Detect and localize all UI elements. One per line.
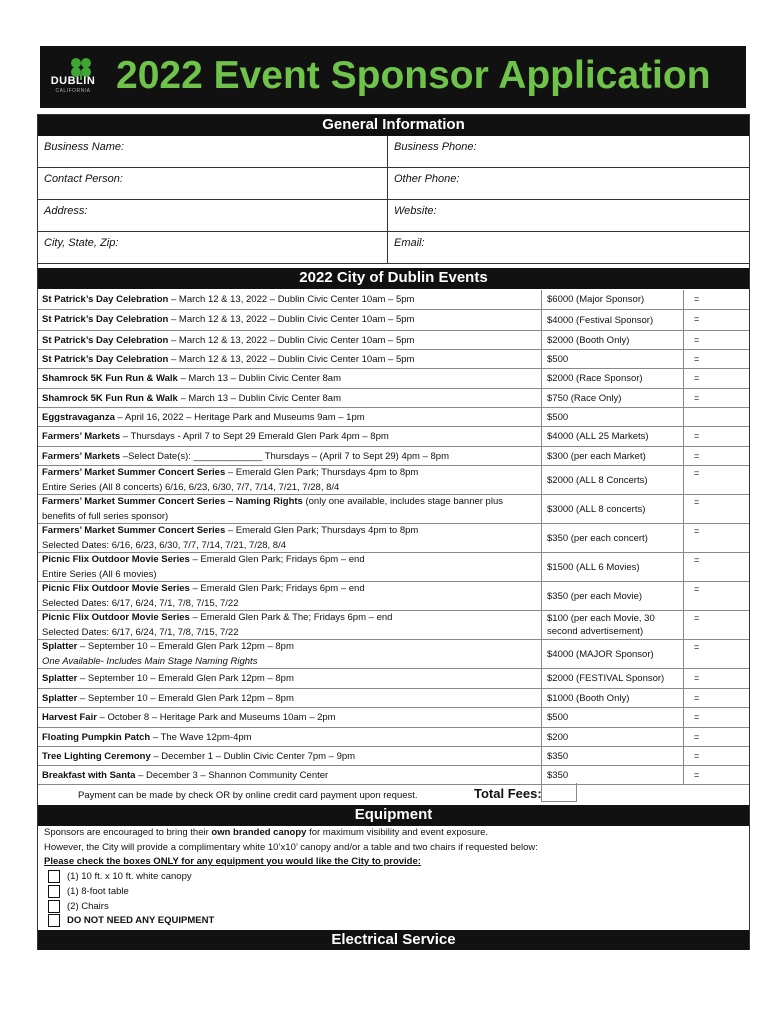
info-row-contact [38,168,749,200]
total-fees-label: Total Fees: [474,786,542,801]
event-row [38,331,749,350]
event-line [42,450,542,465]
event-name: Shamrock 5K Fun Run & Walk [42,373,178,384]
event-price: $6000 (Major Sponsor) [541,290,684,309]
event-name: St Patrick’s Day Celebration [42,294,169,305]
event-amount-field[interactable]: = [694,712,700,722]
no-equipment-checkbox[interactable] [48,914,60,927]
event-amount-field[interactable]: = [694,555,700,565]
event-line [42,411,542,426]
event-details: – The Wave 12pm-4pm [150,732,252,743]
event-details: – October 8 – Heritage Park and Museums 10am – 2pm [96,712,336,723]
event-line [42,372,542,387]
payment-note: Payment can be made by check OR by online credit card payment upon request. [78,790,418,801]
event-amount-field[interactable]: = [694,642,700,652]
info-row-business [38,136,749,168]
event-row [38,728,749,747]
event-line [42,539,542,554]
event-details: Selected Dates: 6/17, 6/24, 7/1, 7/8, 7/15, 7/22 [42,626,239,638]
event-details: Selected Dates: 6/17, 6/24, 7/1, 7/8, 7/15, 7/22 [42,597,239,609]
event-line [42,731,542,746]
event-name: Tree Lighting Ceremony [42,751,151,762]
event-row [38,389,749,408]
event-price: $4000 (Festival Sponsor) [541,310,684,330]
event-description [42,692,542,707]
event-description [42,334,542,349]
event-details: – March 12 & 13, 2022 – Dublin Civic Center 10am – 5pm [168,314,415,325]
event-name: Farmers’ Market Summer Concert Series – Naming Rights [42,496,303,507]
general-info-heading: General Information [38,115,749,136]
event-line [42,692,542,707]
event-price: $350 [541,747,684,765]
event-price: $350 (per each Movie) [541,582,684,610]
event-details: – December 3 – Shannon Community Center [135,770,329,781]
event-details: – September 10 – Emerald Glen Park 12pm – 8pm [77,641,294,652]
event-details: – March 13 – Dublin Civic Center 8am [177,393,341,404]
event-price: $2000 (ALL 8 Concerts) [541,466,684,494]
event-price: $500 [541,350,684,368]
event-details: – March 13 – Dublin Civic Center 8am [177,373,341,384]
equipment-line-1-post: for maximum visibility and event exposure. [306,827,489,838]
event-price: $750 (Race Only) [541,389,684,407]
event-price: $3000 (ALL 8 concerts) [541,495,684,523]
event-price: $350 (per each concert) [541,524,684,552]
event-name: St Patrick’s Day Celebration [42,314,169,325]
event-details: –Select Date(s): _____________ Thursdays – (April 7 to Sept 29) 4pm – 8pm [120,451,449,462]
page-title: 2022 Event Sponsor Application [116,54,711,97]
event-details: – March 12 & 13, 2022 – Dublin Civic Center 10am – 5pm [168,335,415,346]
electrical-heading: Electrical Service [38,930,749,950]
event-row [38,408,749,427]
email-field[interactable]: Email: [394,237,425,249]
event-line [42,553,542,568]
event-line [42,293,542,308]
address-field[interactable]: Address: [38,200,388,232]
event-description [42,711,542,726]
event-price: $500 [541,408,684,426]
contact-person-field[interactable]: Contact Person: [38,168,388,200]
event-details: – Emerald Glen Park; Thursdays 4pm to 8pm [225,467,419,478]
city-state-zip-field[interactable]: City, State, Zip: [38,232,388,264]
event-row [38,669,749,689]
event-amount-field[interactable]: = [694,451,700,461]
event-description [42,611,542,640]
event-row [38,611,749,640]
event-description [42,582,542,611]
event-line [42,597,542,612]
business-phone-field[interactable]: Business Phone: [394,141,477,153]
event-amount-field[interactable]: = [694,693,700,703]
event-description [42,731,542,746]
canopy-checkbox[interactable] [48,870,60,883]
event-name: St Patrick’s Day Celebration [42,335,169,346]
event-details: One Available- Includes Main Stage Naming Rights [42,655,258,667]
event-name: St Patrick’s Day Celebration [42,354,169,365]
event-name: Splatter [42,693,78,704]
event-description [42,411,542,426]
equipment-item-canopy [46,870,346,884]
event-name: Farmers’ Market Summer Concert Series [42,525,226,536]
no-equipment-label: DO NOT NEED ANY EQUIPMENT [67,915,215,926]
equipment-line-2: However, the City will provide a complimentary white 10’x10’ canopy and/or a table and two chairs if requested below: [44,842,538,853]
event-amount-field[interactable]: = [694,314,700,324]
event-amount-field[interactable]: = [694,497,700,507]
event-line [42,353,542,368]
event-line [42,769,542,784]
canopy-label: (1) 10 ft. x 10 ft. white canopy [67,871,192,882]
event-description [42,640,542,669]
event-name: Shamrock 5K Fun Run & Walk [42,393,178,404]
event-line [42,711,542,726]
event-details: – Thursdays - April 7 to Sept 29 Emerald Glen Park 4pm – 8pm [120,431,389,442]
other-phone-field[interactable]: Other Phone: [394,173,460,185]
event-description [42,353,542,368]
total-fees-field[interactable] [541,783,577,802]
equipment-item-table [46,885,346,899]
event-row [38,747,749,766]
event-amount-field[interactable]: = [694,584,700,594]
event-price: $200 [541,728,684,746]
event-name: Farmers’ Markets [42,431,121,442]
event-details: Selected Dates: 6/16, 6/23, 6/30, 7/7, 7/14, 7/21, 7/28, 8/4 [42,539,287,551]
event-line [42,430,542,445]
event-name: Farmers’ Market Summer Concert Series [42,467,226,478]
event-amount-field[interactable]: = [694,468,700,478]
event-row [38,350,749,369]
event-price: $2000 (Race Sponsor) [541,369,684,388]
event-row [38,466,749,495]
event-row [38,427,749,447]
event-name: Picnic Flix Outdoor Movie Series [42,612,190,623]
event-line [42,640,542,655]
event-details: – April 16, 2022 – Heritage Park and Museums 9am – 1pm [114,412,365,423]
event-description [42,553,542,582]
event-line [42,655,542,670]
event-description [42,769,542,784]
chairs-checkbox[interactable] [48,900,60,913]
equipment-line-3: Please check the boxes ONLY for any equipment you would like the City to provide: [44,856,421,867]
logo-subtext: CALIFORNIA [55,88,91,94]
event-line [42,611,542,626]
event-row [38,689,749,708]
event-description [42,392,542,407]
equipment-line-1-pre: Sponsors are encouraged to bring their [44,827,212,838]
event-description [42,524,542,553]
event-price: $350 [541,766,684,784]
website-field[interactable]: Website: [394,205,437,217]
event-description [42,466,542,495]
event-description [42,430,542,445]
event-name: Splatter [42,673,78,684]
event-name: Picnic Flix Outdoor Movie Series [42,554,190,565]
info-row-city [38,232,749,264]
event-details: benefits of full series sponsor) [42,510,169,522]
event-details: – September 10 – Emerald Glen Park 12pm – 8pm [77,673,294,684]
event-details: – March 12 & 13, 2022 – Dublin Civic Center 10am – 5pm [168,294,415,305]
table-label: (1) 8-foot table [67,886,129,897]
event-line [42,568,542,583]
event-details: – December 1 – Dublin Civic Center 7pm – 9pm [150,751,356,762]
event-line [42,626,542,641]
event-price: $2000 (FESTIVAL Sponsor) [541,669,684,688]
event-description [42,313,542,328]
event-name: Farmers’ Markets [42,451,121,462]
event-price: $4000 (MAJOR Sponsor) [541,640,684,668]
event-line [42,313,542,328]
event-name: Splatter [42,641,78,652]
event-row [38,524,749,553]
event-price: $1000 (Booth Only) [541,689,684,707]
header-banner [40,46,746,108]
event-amount-field[interactable]: = [694,354,700,364]
event-details: Entire Series (All 8 concerts) 6/16, 6/23, 6/30, 7/7, 7/14, 7/21, 7/28, 8/4 [42,481,340,493]
equipment-item-none [46,914,346,928]
event-details: (only one available, includes stage banner plus [302,496,503,507]
table-checkbox[interactable] [48,885,60,898]
event-name: Breakfast with Santa [42,770,136,781]
event-row [38,766,749,785]
event-description [42,672,542,687]
event-amount-field[interactable]: = [694,751,700,761]
event-line [42,750,542,765]
equipment-heading: Equipment [38,805,749,826]
event-line [42,582,542,597]
event-row [38,553,749,582]
event-details: – September 10 – Emerald Glen Park 12pm – 8pm [77,693,294,704]
event-amount-field[interactable]: = [694,613,700,623]
event-description [42,750,542,765]
event-row [38,290,749,310]
event-details: – Emerald Glen Park; Fridays 6pm – end [189,583,365,594]
event-price: $100 (per each Movie, 30 second advertisement) [541,611,684,639]
event-name: Eggstravaganza [42,412,115,423]
logo-text: DUBLIN [50,75,96,87]
event-description [42,372,542,387]
event-line [42,481,542,496]
event-line [42,495,542,510]
event-line [42,392,542,407]
event-price: $500 [541,708,684,727]
event-price: $2000 (Booth Only) [541,331,684,349]
event-row [38,369,749,389]
event-row [38,640,749,669]
event-amount-field[interactable]: = [694,335,700,345]
equipment-line-1-bold: own branded canopy [211,827,307,838]
event-line [42,672,542,687]
event-amount-field[interactable]: = [694,770,700,780]
event-line [42,510,542,525]
event-details: Entire Series (All 6 movies) [42,568,157,580]
event-amount-field[interactable]: = [694,526,700,536]
event-amount-field[interactable]: = [694,294,700,304]
event-name: Floating Pumpkin Patch [42,732,151,743]
event-description [42,495,542,524]
event-price: $1500 (ALL 6 Movies) [541,553,684,581]
event-row [38,310,749,331]
event-price: $300 (per each Market) [541,447,684,465]
event-line [42,524,542,539]
event-row [38,447,749,466]
event-amount-field[interactable]: = [694,732,700,742]
event-row [38,582,749,611]
chairs-label: (2) Chairs [67,901,109,912]
event-amount-field[interactable]: = [694,673,700,683]
business-name-field[interactable]: Business Name: [38,136,388,168]
event-amount-field[interactable]: = [694,431,700,441]
event-details: – Emerald Glen Park & The; Fridays 6pm – end [189,612,393,623]
event-details: – Emerald Glen Park; Fridays 6pm – end [189,554,365,565]
event-name: Picnic Flix Outdoor Movie Series [42,583,190,594]
event-name: Harvest Fair [42,712,97,723]
equipment-line-1 [44,826,488,841]
event-row [38,708,749,728]
events-heading: 2022 City of Dublin Events [38,268,749,289]
event-amount-field[interactable]: = [694,393,700,403]
event-line [42,466,542,481]
event-row [38,495,749,524]
event-details: – March 12 & 13, 2022 – Dublin Civic Center 10am – 5pm [168,354,415,365]
event-description [42,450,542,465]
event-description [42,293,542,308]
event-line [42,334,542,349]
info-row-address [38,200,749,232]
event-details: – Emerald Glen Park; Thursdays 4pm to 8pm [225,525,419,536]
event-amount-field[interactable]: = [694,373,700,383]
equipment-item-chairs [46,900,346,914]
event-price: $4000 (ALL 25 Markets) [541,427,684,446]
